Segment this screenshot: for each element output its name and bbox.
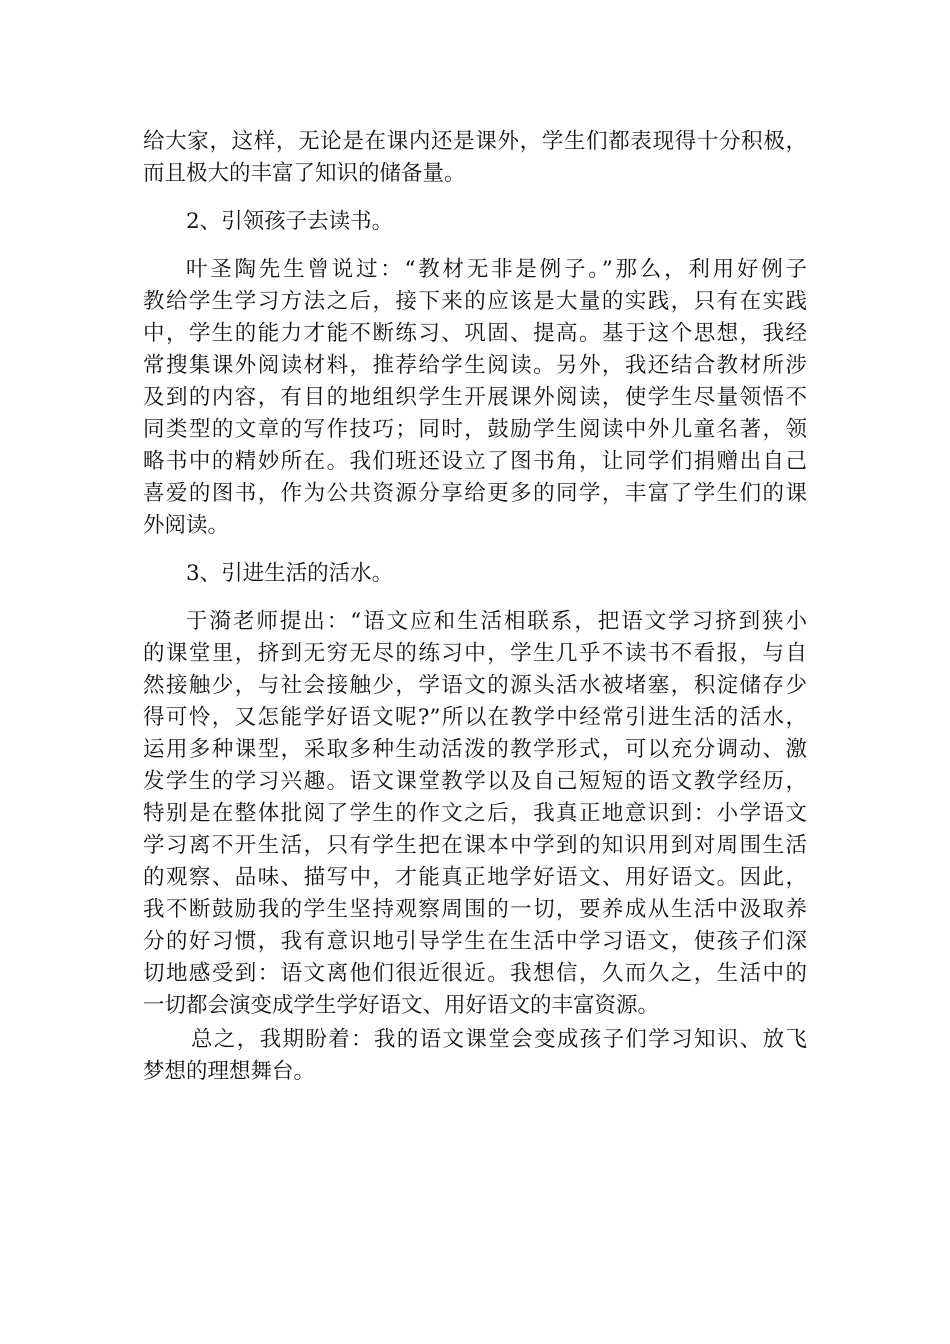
- text-line: 学习离不开生活，只有学生把在课本中学到的知识用到对周围生活: [143, 833, 807, 858]
- text-line: 特别是在整体批阅了学生的作文之后，我真正地意识到：小学语文: [143, 801, 807, 826]
- section-heading-life: 3、引进生活的活水。: [186, 561, 394, 586]
- text-line: 给大家，这样，无论是在课内还是课外，学生们都表现得十分积极，: [143, 129, 807, 154]
- paragraph-conclusion: [143, 1024, 807, 1088]
- text-line: 得可怜，又怎能学好语文呢?”所以在教学中经常引进生活的活水，: [143, 705, 807, 730]
- text-line: 的课堂里，挤到无穷无尽的练习中，学生几乎不读书不看报，与自: [143, 641, 807, 666]
- text-line: 发学生的学习兴趣。语文课堂教学以及自己短短的语文教学经历，: [143, 769, 807, 794]
- text-line: 的观察、品味、描写中，才能真正地学好语文、用好语文。因此，: [143, 865, 807, 890]
- text-line: 叶圣陶先生曾说过：“教材无非是例子。”那么，利用好例子: [186, 257, 807, 282]
- text-line: 教给学生学习方法之后，接下来的应该是大量的实践，只有在实践: [143, 289, 807, 314]
- text-line: 外阅读。: [143, 513, 230, 538]
- text-line: 一切都会演变成学生学好语文、用好语文的丰富资源。: [143, 993, 660, 1018]
- text-line: 喜爱的图书，作为公共资源分享给更多的同学，丰富了学生们的课: [143, 481, 807, 506]
- paragraph-continuation: [143, 126, 807, 190]
- text-line: 及到的内容，有目的地组织学生开展课外阅读，使学生尽量领悟不: [143, 385, 807, 410]
- text-line: 略书中的精妙所在。我们班还设立了图书角，让同学们捐赠出自己: [143, 449, 807, 474]
- text-line: 同类型的文章的写作技巧；同时，鼓励学生阅读中外儿童名著，领: [143, 417, 807, 442]
- text-line: 我不断鼓励我的学生坚持观察周围的一切，要养成从生活中汲取养: [143, 897, 807, 922]
- text-line: 而且极大的丰富了知识的储备量。: [143, 161, 466, 186]
- text-line: 运用多种课型，采取多种生动活泼的教学形式，可以充分调动、激: [143, 737, 807, 762]
- paragraph-life: [143, 606, 807, 1022]
- text-line: 总之，我期盼着：我的语文课堂会变成孩子们学习知识、放飞: [191, 1027, 807, 1052]
- text-line: 中，学生的能力才能不断练习、巩固、提高。基于这个思想，我经: [143, 321, 807, 346]
- text-line: 常搜集课外阅读材料，推荐给学生阅读。另外，我还结合教材所涉: [143, 353, 807, 378]
- text-line: 于漪老师提出：“语文应和生活相联系，把语文学习挤到狭小: [186, 609, 807, 634]
- text-line: 分的好习惯，我有意识地引导学生在生活中学习语文，使孩子们深: [143, 929, 807, 954]
- document-body: [143, 126, 807, 1088]
- text-line: 然接触少，与社会接触少，学语文的源头活水被堵塞，积淀储存少: [143, 673, 807, 698]
- section-heading-reading: 2、引领孩子去读书。: [186, 209, 394, 234]
- text-line: 切地感受到：语文离他们很近很近。我想信，久而久之，生活中的: [143, 961, 807, 986]
- paragraph-reading: [143, 254, 807, 542]
- text-line: 梦想的理想舞台。: [143, 1059, 316, 1084]
